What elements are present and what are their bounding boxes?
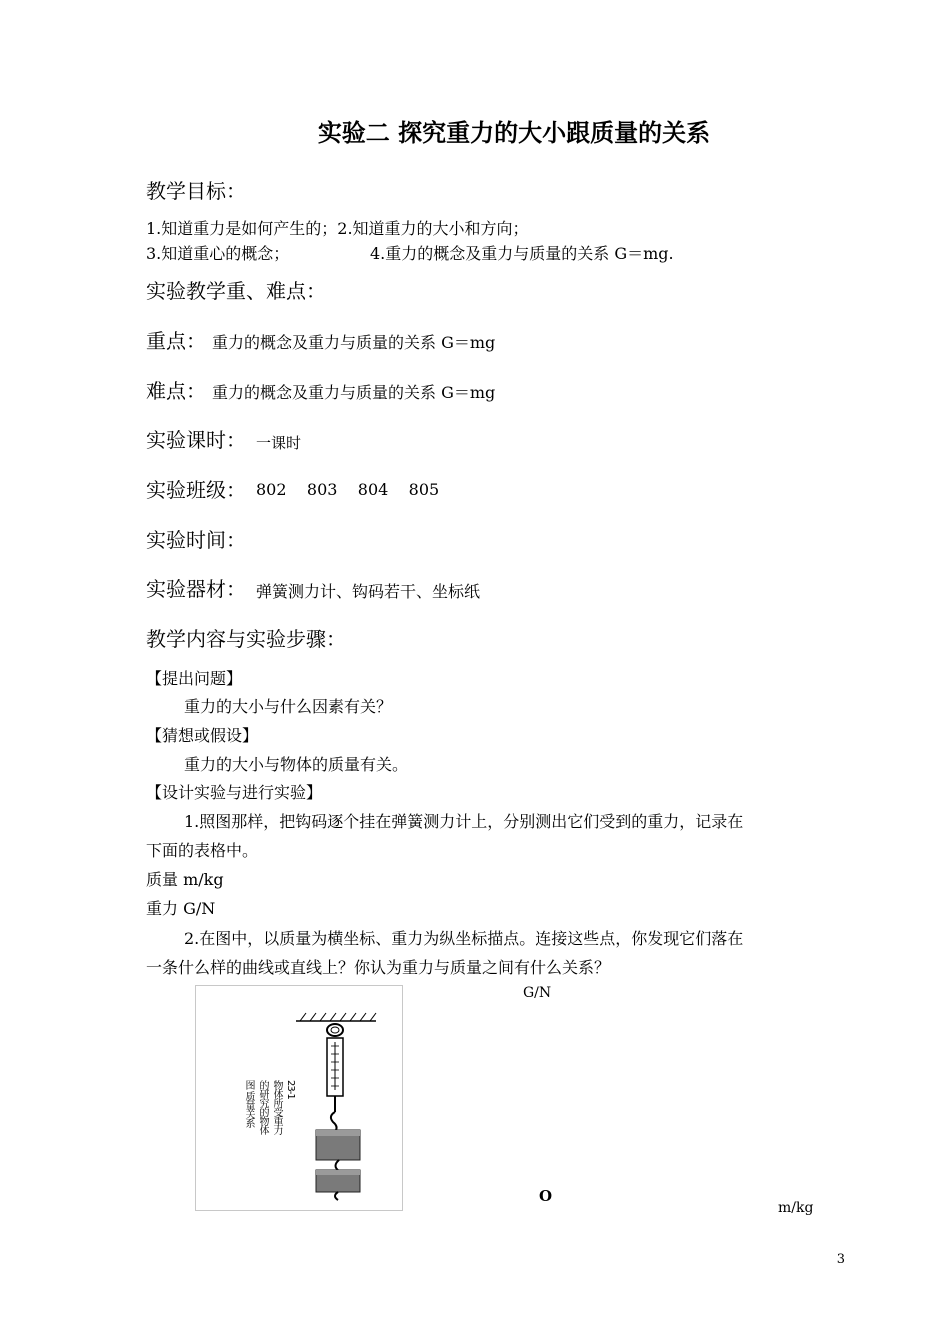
section-label-question: 【提出问题】	[146, 669, 243, 688]
table-row-gravity: 重力 G/N	[146, 899, 216, 918]
time-label: 实验时间：	[146, 528, 246, 552]
figure-caption-line-2: 物体所受重力	[271, 1080, 282, 1134]
page-title: 实验二 探究重力的大小跟质量的关系	[317, 119, 711, 147]
difficulty-text: 重力的概念及重力与质量的关系 G＝mg	[212, 383, 496, 402]
figure-caption-line-1: 23-1	[285, 1080, 296, 1099]
step-1-line-1: 1.照图那样，把钩码逐个挂在弹簧测力计上，分别测出它们受到的重力，记录在	[184, 812, 744, 831]
hours-label: 实验课时：	[146, 428, 246, 452]
table-row-mass: 质量 m/kg	[146, 870, 224, 889]
spring-scale-illustration	[196, 986, 402, 1210]
difficulty-label: 难点：	[146, 379, 206, 403]
step-1-line-2: 下面的表格中。	[146, 841, 259, 860]
graph-y-axis-label: G/N	[523, 985, 552, 1001]
equipment-text: 弹簧测力计、钩码若干、坐标纸	[256, 582, 481, 601]
objectives-heading: 教学目标：	[146, 179, 246, 203]
graph-x-axis-label: m/kg	[778, 1200, 814, 1216]
page-number: 3	[836, 1252, 845, 1267]
figure-caption	[242, 1080, 296, 1158]
figure-caption-line-3: 的研究的物体	[257, 1080, 268, 1134]
classes-label: 实验班级：	[146, 478, 246, 502]
objective-line-2a: 3.知道重心的概念；	[146, 244, 290, 263]
key-label: 重点：	[146, 329, 206, 353]
section-label-hypothesis: 【猜想或假设】	[146, 726, 259, 745]
objective-line-1: 1.知道重力是如何产生的；2.知道重力的大小和方向；	[146, 219, 529, 238]
graph-origin-label: O	[539, 1187, 553, 1205]
figure-caption-line-4: 图 质量关系	[243, 1080, 254, 1128]
equipment-label: 实验器材：	[146, 577, 246, 601]
section-text-hypothesis: 重力的大小与物体的质量有关。	[184, 755, 409, 774]
hours-text: 一课时	[256, 434, 302, 452]
step-2-line-2: 一条什么样的曲线或直线上？你认为重力与质量之间有什么关系？	[146, 958, 611, 977]
spring-scale-figure	[195, 985, 403, 1211]
section-label-experiment: 【设计实验与进行实验】	[146, 783, 323, 802]
classes-text: 802 803 804 805	[256, 480, 440, 499]
objective-line-2b: 4.重力的概念及重力与质量的关系 G＝mg.	[370, 244, 674, 263]
key-text: 重力的概念及重力与质量的关系 G＝mg	[212, 333, 496, 352]
step-2-line-1: 2.在图中，以质量为横坐标、重力为纵坐标描点。连接这些点，你发现它们落在	[184, 929, 744, 948]
keypoints-heading: 实验教学重、难点：	[146, 279, 326, 303]
content-heading: 教学内容与实验步骤：	[146, 627, 346, 651]
section-text-question: 重力的大小与什么因素有关？	[184, 697, 393, 716]
